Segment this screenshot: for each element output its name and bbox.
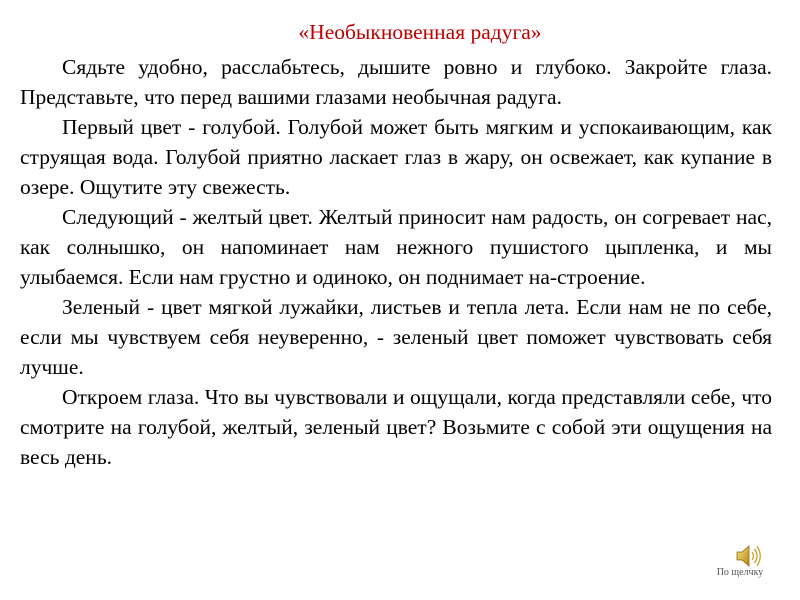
- sound-caption: По щелчку: [716, 567, 764, 578]
- paragraph-intro: Сядьте удобно, расслабьтесь, дышите ровно и глубоко. Закройте глаза. Представьте, что перед вашими глазами необычная радуга.: [20, 55, 772, 109]
- paragraph-closing: Откроем глаза. Что вы чувствовали и ощущали, когда представляли себе, что смотрите на голубой, желтый, зеленый цвет? Возьмите с собой эти ощущения на весь день.: [20, 385, 772, 469]
- paragraph-green: Зеленый - цвет мягкой лужайки, листьев и тепла лета. Если нам не по себе, если мы чувствуем себя неуверенно, - зеленый цвет поможет чувствовать себя лучше.: [20, 295, 772, 379]
- paragraph-blue: Первый цвет - голубой. Голубой может быть мягким и успокаивающим, как струящая вода. Голубой приятно ласкает глаз в жару, он освежает, как купание в озере. Ощутите эту свежесть.: [20, 115, 772, 199]
- paragraph-yellow: Следующий - желтый цвет. Желтый приносит нам радость, он согревает нас, как солнышко, он напоминает нам нежного пушистого цыпленка, и мы улыбаемся. Если нам грустно и одиноко, он поднимает на-строение.: [20, 205, 772, 289]
- speaker-icon[interactable]: [735, 543, 763, 569]
- slide-title: «Необыкновенная радуга»: [298, 20, 542, 44]
- slide-body: [20, 52, 772, 472]
